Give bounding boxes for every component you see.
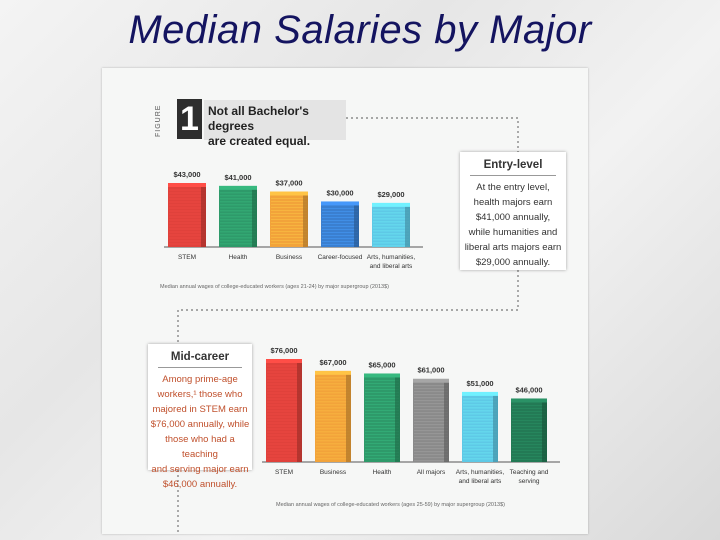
bar-cap xyxy=(372,203,410,207)
entry-line-5: liberal arts majors earn xyxy=(464,242,562,253)
category-label-1: Health xyxy=(228,254,248,261)
figure-number: 1 xyxy=(177,99,202,139)
bar-2 xyxy=(270,195,308,247)
category-label-4: Arts, humanities, xyxy=(366,254,416,261)
bar-cap xyxy=(219,186,257,190)
entry-line-1: At the entry level, xyxy=(476,182,550,193)
bar-side xyxy=(201,186,206,247)
bar-side xyxy=(444,382,449,462)
category-label-0: STEM xyxy=(177,254,197,261)
bar-1 xyxy=(219,189,257,247)
value-label-4: $29,000 xyxy=(377,189,405,199)
entry-level-callout xyxy=(460,152,566,270)
category-label-1: Business xyxy=(319,469,347,476)
category-label-5: Teaching and xyxy=(509,469,549,476)
bar-3 xyxy=(321,204,359,247)
entry-line-3: $41,000 annually, xyxy=(475,212,551,223)
category-label-3: All majors xyxy=(416,469,446,476)
bar-4 xyxy=(372,206,410,247)
mid-line-3: majored in STEM earn xyxy=(152,404,248,415)
value-label-1: $67,000 xyxy=(319,357,347,367)
bar-5 xyxy=(511,401,547,462)
bar-side xyxy=(354,204,359,247)
category-label-5: serving xyxy=(518,478,540,485)
category-label-4: and liberal arts xyxy=(369,263,413,270)
entry-line-4: while humanities and xyxy=(468,227,558,238)
bar-side xyxy=(542,401,547,462)
value-label-2: $65,000 xyxy=(368,360,396,370)
mid-chart-note: Median annual wages of college-educated workers (ages 25-59) by major supergroup (2013$) xyxy=(276,502,505,508)
entry-level-heading: Entry-level xyxy=(470,152,556,176)
value-label-3: $30,000 xyxy=(326,188,354,198)
bar-cap xyxy=(462,392,498,396)
mid-career-callout xyxy=(148,344,252,490)
value-label-0: $76,000 xyxy=(270,346,298,355)
bar-cap xyxy=(270,192,308,196)
category-label-2: Health xyxy=(372,469,392,476)
value-label-4: $51,000 xyxy=(466,378,494,388)
category-label-4: and liberal arts xyxy=(458,478,502,485)
entry-chart-note: Median annual wages of college-educated workers (ages 21-24) by major supergroup (2013$) xyxy=(160,284,389,290)
bar-side xyxy=(252,189,257,247)
mid-career-chart xyxy=(262,346,560,485)
category-label-0: STEM xyxy=(274,469,294,476)
mid-line-2: workers,¹ those who xyxy=(157,389,243,400)
value-label-5: $46,000 xyxy=(515,385,543,395)
bar-cap xyxy=(315,371,351,375)
bar-cap xyxy=(413,379,449,383)
bar-cap xyxy=(511,398,547,402)
figure-label: FIGURE xyxy=(155,104,162,138)
mid-line-4: $76,000 annually, while xyxy=(150,419,250,430)
mid-line-6: and serving major earn xyxy=(151,464,249,475)
bar-side xyxy=(303,195,308,247)
slide-title: Median Salaries by Major xyxy=(128,8,592,52)
figure-title-line-1: Not all Bachelor's degrees xyxy=(208,104,309,133)
mid-career-heading: Mid-career xyxy=(158,344,242,368)
category-label-2: Business xyxy=(275,254,303,261)
mid-line-1: Among prime-age xyxy=(162,374,238,385)
bar-side xyxy=(297,362,302,462)
bar-side xyxy=(395,376,400,462)
mid-line-5: those who had a teaching xyxy=(165,434,235,460)
bar-side xyxy=(346,374,351,462)
bar-cap xyxy=(266,359,302,363)
value-label-0: $43,000 xyxy=(173,170,201,179)
category-label-3: Career-focused xyxy=(317,254,363,261)
entry-line-6: $29,000 annually. xyxy=(475,257,551,268)
bar-side xyxy=(493,395,498,462)
category-label-4: Arts, humanities, xyxy=(455,469,505,476)
value-label-2: $37,000 xyxy=(275,178,303,188)
bar-cap xyxy=(364,373,400,377)
entry-line-2: health majors earn xyxy=(473,197,553,208)
bar-cap xyxy=(168,183,206,187)
bar-side xyxy=(405,206,410,247)
bar-cap xyxy=(321,201,359,205)
value-label-1: $41,000 xyxy=(224,172,252,182)
entry-level-chart xyxy=(164,170,423,270)
value-label-3: $61,000 xyxy=(417,365,445,375)
figure-title-line-2: are created equal. xyxy=(208,134,311,148)
mid-line-7: $46,000 annually. xyxy=(162,479,238,490)
